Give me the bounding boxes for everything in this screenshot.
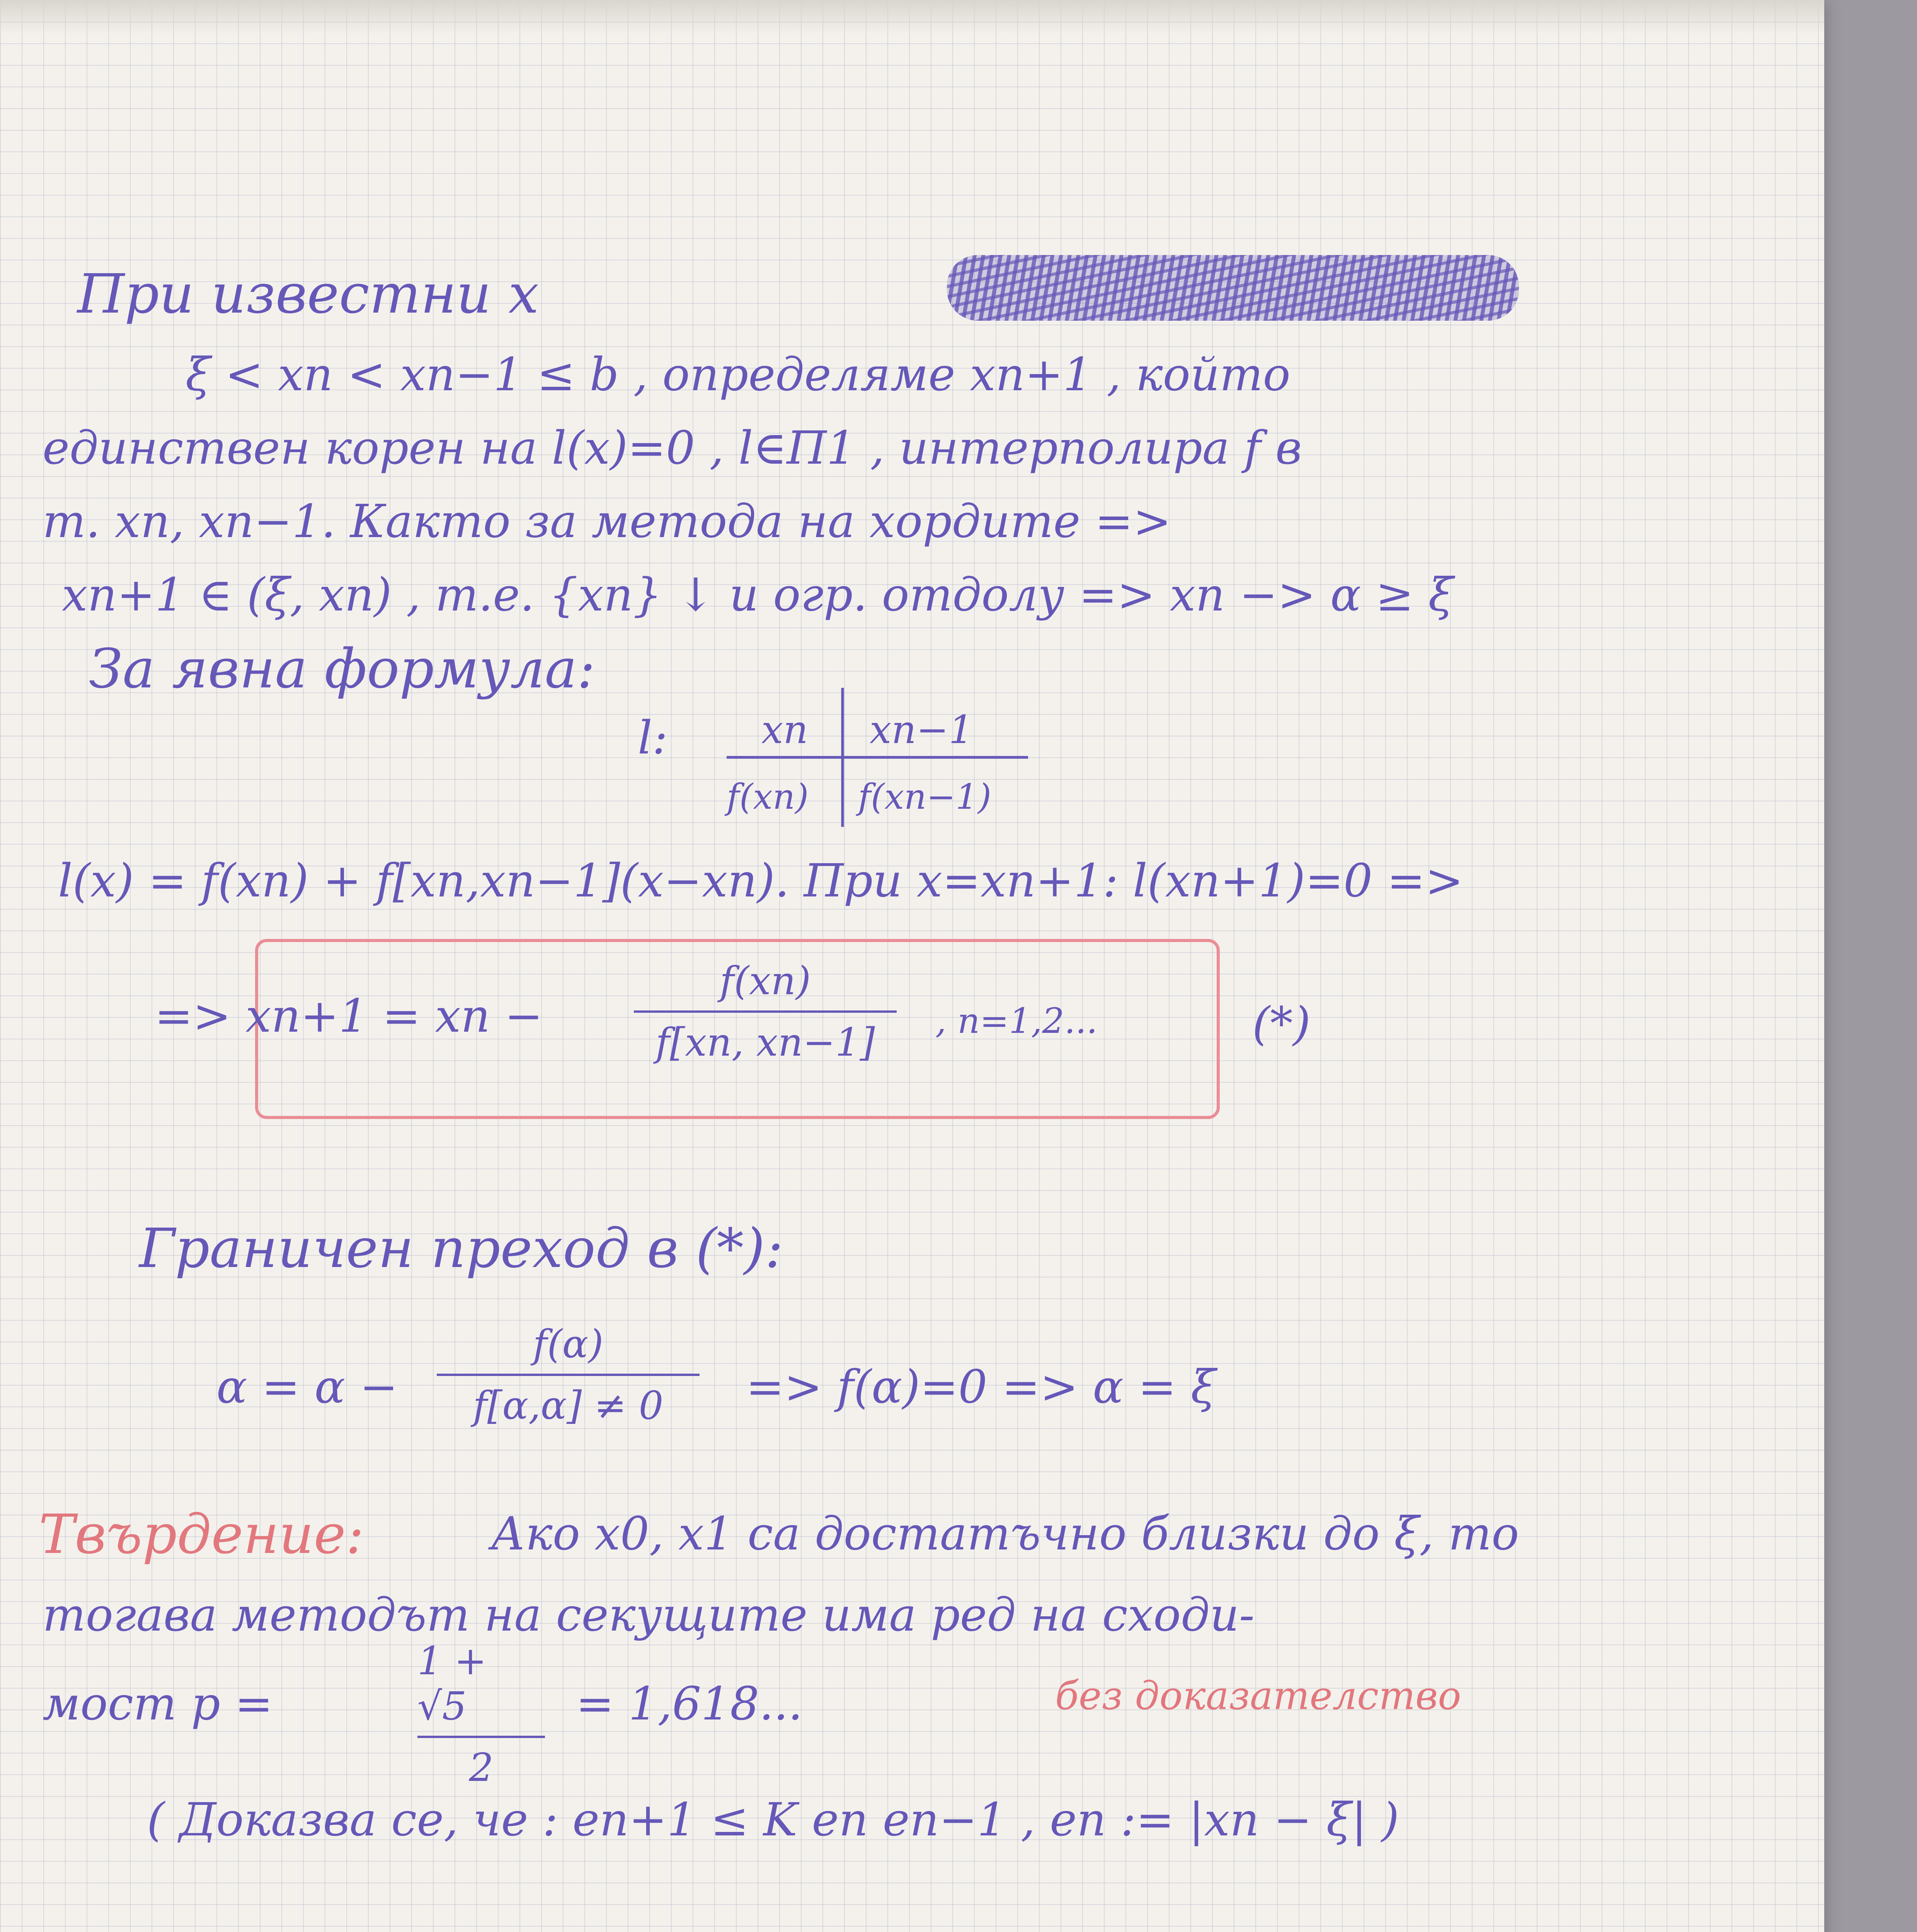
order-denominator: 2 (469, 1745, 494, 1790)
line-explicit-formula: За явна формула: (89, 638, 596, 701)
given-label: При известни x (77, 263, 539, 326)
line-given-values (77, 263, 539, 326)
limit-numerator: f(α) (533, 1321, 604, 1367)
formula-numerator: f(xn) (720, 958, 811, 1003)
line-chord-method: т. xn, xn−1. Както за метода на хордите => (43, 495, 1171, 548)
formula-index: , n=1,2... (935, 1001, 1098, 1041)
line-unique-root: единствен корен на l(x)=0 , l∈Π1 , интерполира f в (43, 421, 1302, 474)
convergence-order: = 1,618... (576, 1677, 803, 1730)
table-cell-1: f(xn) (727, 777, 809, 817)
line-monotone: xn+1 ∈ (ξ, xn) , т.е. {xn} ↓ и огр. отдолу => xn −> α ≥ ξ (62, 568, 1454, 621)
limit-fraction-bar (437, 1374, 700, 1376)
table-header-2: xn−1 (870, 707, 974, 752)
page-top-edge (0, 0, 1824, 35)
formula-denominator: f[xn, xn−1] (655, 1020, 875, 1065)
order-fraction-bar (417, 1736, 545, 1738)
limit-lhs: α = α − (216, 1360, 398, 1413)
crossed-out-scribble (947, 255, 1519, 321)
formula-fraction (634, 958, 897, 1065)
claim-line-2: тогава методът на секущите има ред на сходи- (43, 1588, 1255, 1641)
formula-tag: (*) (1252, 997, 1311, 1050)
limit-denominator: f[α,α] ≠ 0 (473, 1383, 664, 1428)
limit-title: Граничен преход в (*): (139, 1217, 783, 1280)
limit-rhs: => f(α)=0 => α = ξ (746, 1360, 1216, 1413)
proof-hint: ( Доказва се, че : en+1 ≤ K en en−1 , en := |xn − ξ| ) (147, 1793, 1399, 1846)
fraction-bar (634, 1010, 897, 1013)
order-numerator: 1 + √5 (417, 1638, 487, 1729)
line-interpolation-poly: l(x) = f(xn) + f[xn,xn−1](x−xn). При x=xn+1: l(xn+1)=0 => (58, 854, 1464, 907)
claim-line-1: Ако x0, x1 са достатъчно близки до ξ, то (491, 1507, 1519, 1560)
table-label: l: (638, 711, 668, 764)
claim-line-3: мост p = (43, 1677, 273, 1730)
formula-prefix: => xn+1 = xn − (155, 989, 543, 1043)
table-cell-2: f(xn−1) (858, 777, 991, 817)
line-condition: ξ < xn < xn−1 ≤ b , определяме xn+1 , който (186, 348, 1290, 401)
order-fraction (417, 1638, 545, 1790)
limit-fraction (437, 1321, 700, 1428)
claim-label: Твърдение: (39, 1503, 364, 1566)
table-header-1: xn (761, 707, 808, 752)
no-proof-note: без доказателство (1055, 1673, 1461, 1718)
